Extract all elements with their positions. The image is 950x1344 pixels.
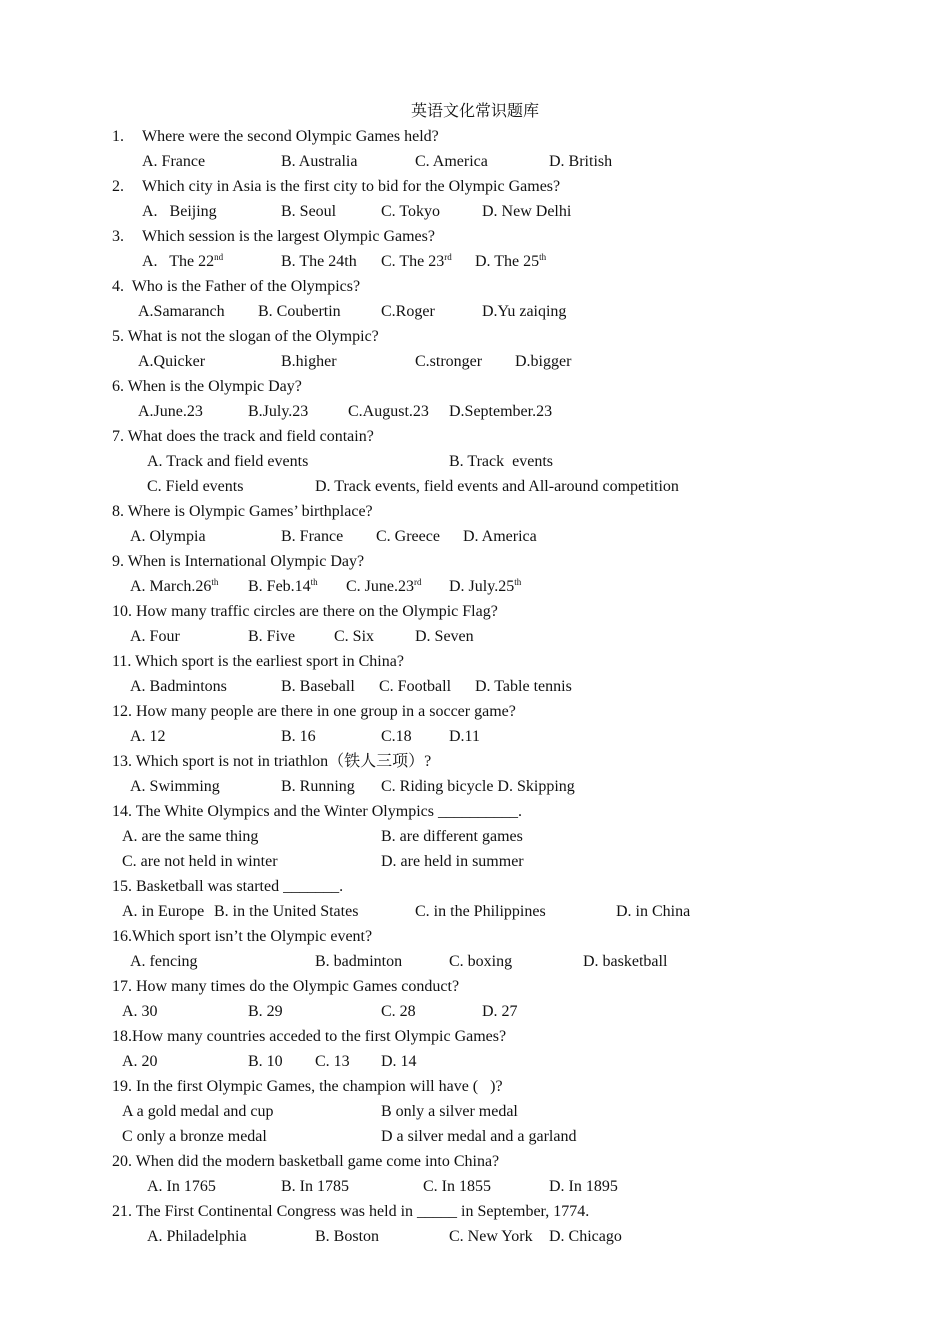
question-13: 13. Which sport is not in triathlon（铁人三项）?	[112, 753, 432, 770]
option-b: B. badminton	[315, 953, 403, 970]
options-16	[0, 951, 950, 973]
question-5: 5. What is not the slogan of the Olympic?	[112, 328, 379, 345]
option-c: C. Field events	[147, 478, 244, 495]
options-3	[0, 251, 950, 273]
option-a: A. Olympia	[130, 528, 206, 545]
option-b: B. Seoul	[281, 203, 337, 220]
option-a: A. 20	[122, 1053, 158, 1070]
option-b: B. Boston	[315, 1228, 380, 1245]
option-d: D.September.23	[449, 403, 553, 420]
option-a: A. Track and field events	[147, 453, 309, 470]
question-number: 2.	[112, 178, 124, 195]
option-c: C. boxing	[449, 953, 513, 970]
question-18: 18.How many countries acceded to the first Olympic Games?	[112, 1028, 507, 1045]
option-d: D. The 25th	[475, 252, 547, 270]
option-c: C. In 1855	[423, 1178, 491, 1195]
options-11	[0, 676, 950, 698]
options-5	[0, 351, 950, 373]
option-b: B. in the United States	[214, 903, 359, 920]
option-c: C. Greece	[376, 528, 440, 545]
option-a: A. Four	[130, 628, 180, 645]
option-d: D. are held in summer	[381, 853, 524, 870]
option-c: C. America	[415, 153, 488, 170]
options-2	[0, 201, 950, 223]
options-10	[0, 626, 950, 648]
options-1	[0, 151, 950, 173]
option-d: D. in China	[616, 903, 691, 920]
option-d: D. Track events, field events and All-around competition	[315, 478, 679, 495]
option-d: D.11	[449, 728, 480, 745]
option-b: B. France	[281, 528, 344, 545]
question-text: Where were the second Olympic Games held?	[142, 128, 439, 145]
option-a: A a gold medal and cup	[122, 1103, 274, 1120]
option-d: D. 27	[482, 1003, 518, 1020]
option-a: A. are the same thing	[122, 828, 259, 845]
option-d: D. basketball	[583, 953, 668, 970]
question-17: 17. How many times do the Olympic Games conduct?	[112, 978, 460, 995]
option-a: A. France	[142, 153, 206, 170]
options-12	[0, 726, 950, 748]
question-10: 10. How many traffic circles are there on the Olympic Flag?	[112, 603, 498, 620]
question-20: 20. When did the modern basketball game come into China?	[112, 1153, 500, 1170]
question-number: 1.	[112, 128, 124, 145]
option-c: C.August.23	[348, 403, 429, 420]
options-19a	[0, 1101, 950, 1123]
option-c: C. in the Philippines	[415, 903, 546, 920]
option-a: A.Samaranch	[138, 303, 225, 320]
option-a: A. The 22nd	[142, 252, 224, 270]
options-14b	[0, 851, 950, 873]
option-a: A.Quicker	[138, 353, 206, 370]
option-b: B. 29	[248, 1003, 283, 1020]
option-b: B. The 24th	[281, 253, 357, 270]
option-c: C. Six	[334, 628, 375, 645]
option-c: C only a bronze medal	[122, 1128, 267, 1145]
option-d: D.bigger	[515, 353, 572, 370]
option-a: A. in Europe	[122, 903, 205, 920]
option-b: B. Australia	[281, 153, 358, 170]
options-17	[0, 1001, 950, 1023]
option-d: D. America	[463, 528, 537, 545]
question-4: 4. Who is the Father of the Olympics?	[112, 278, 361, 295]
question-19: 19. In the first Olympic Games, the champion will have ( )?	[112, 1078, 503, 1095]
option-b: B only a silver medal	[381, 1103, 518, 1120]
option-c: C.stronger	[415, 353, 483, 370]
option-d: D.Yu zaiqing	[482, 303, 567, 320]
options-8	[0, 526, 950, 548]
option-d: D. British	[549, 153, 613, 170]
option-d: D. 14	[381, 1053, 417, 1070]
question-text: Which city in Asia is the first city to bid for the Olympic Games?	[142, 178, 561, 195]
option-a: A. Badmintons	[130, 678, 227, 695]
option-a: A. Swimming	[130, 778, 220, 795]
option-c: C. 13	[315, 1053, 350, 1070]
question-15: 15. Basketball was started _______.	[112, 878, 344, 895]
option-c: C. are not held in winter	[122, 853, 278, 870]
option-c: C. June.23rd	[346, 577, 422, 595]
option-a: A. March.26th	[130, 577, 219, 595]
options-14a	[0, 826, 950, 848]
option-a: A. Philadelphia	[147, 1228, 247, 1245]
question-16: 16.Which sport isn’t the Olympic event?	[112, 928, 373, 945]
option-b: B. 16	[281, 728, 316, 745]
document-title: 英语文化常识题库	[410, 103, 539, 120]
options-20	[0, 1176, 950, 1198]
option-d: D. Seven	[415, 628, 474, 645]
option-c: C.Roger	[381, 303, 435, 320]
option-b: B.higher	[281, 353, 337, 370]
options-9	[0, 576, 950, 598]
question-text: Which session is the largest Olympic Games?	[142, 228, 435, 245]
question-6: 6. When is the Olympic Day?	[112, 378, 302, 395]
option-d: D. In 1895	[549, 1178, 618, 1195]
option-c: C. Tokyo	[381, 203, 441, 220]
question-number: 3.	[112, 228, 124, 245]
option-c: C.18	[381, 728, 412, 745]
option-b: B. 10	[248, 1053, 283, 1070]
option-c: C. 28	[381, 1003, 416, 1020]
options-19b	[0, 1126, 950, 1148]
option-d: D a silver medal and a garland	[381, 1128, 577, 1145]
option-c: C. New York	[449, 1228, 533, 1245]
options-4	[0, 301, 950, 323]
option-b: B. Feb.14th	[248, 577, 318, 595]
option-c: C. The 23rd	[381, 252, 452, 270]
option-a: A. Beijing	[142, 203, 217, 220]
question-21: 21. The First Continental Congress was held in _____ in September, 1774.	[112, 1203, 590, 1220]
question-12: 12. How many people are there in one group in a soccer game?	[112, 703, 516, 720]
option-a: A.June.23	[138, 403, 203, 420]
options-15	[0, 901, 950, 923]
option-b: B. Baseball	[281, 678, 355, 695]
option-d: D. Chicago	[549, 1228, 622, 1245]
option-a: A. 30	[122, 1003, 158, 1020]
option-b: B. are different games	[381, 828, 523, 845]
question-14: 14. The White Olympics and the Winter Olympics __________.	[112, 803, 522, 820]
option-b: B.July.23	[248, 403, 309, 420]
question-11: 11. Which sport is the earliest sport in China?	[112, 653, 404, 670]
options-6	[0, 401, 950, 423]
option-d: D. New Delhi	[482, 203, 572, 220]
option-a: A. fencing	[130, 953, 198, 970]
option-b: B. Five	[248, 628, 296, 645]
option-c-d: C. Riding bicycle D. Skipping	[381, 778, 575, 795]
option-c: C. Football	[379, 678, 452, 695]
option-d: D. July.25th	[449, 577, 522, 595]
option-b: B. In 1785	[281, 1178, 349, 1195]
options-21	[0, 1226, 950, 1248]
option-b: B. Running	[281, 778, 355, 795]
option-b: B. Coubertin	[258, 303, 341, 320]
question-9: 9. When is International Olympic Day?	[112, 553, 365, 570]
option-d: D. Table tennis	[475, 678, 572, 695]
options-18	[0, 1051, 950, 1073]
options-7a	[0, 451, 950, 473]
question-7: 7. What does the track and field contain?	[112, 428, 374, 445]
options-13	[0, 776, 950, 798]
question-8: 8. Where is Olympic Games’ birthplace?	[112, 503, 373, 520]
options-7b	[0, 476, 950, 498]
option-b: B. Track events	[449, 453, 553, 470]
option-a: A. In 1765	[147, 1178, 216, 1195]
option-a: A. 12	[130, 728, 166, 745]
